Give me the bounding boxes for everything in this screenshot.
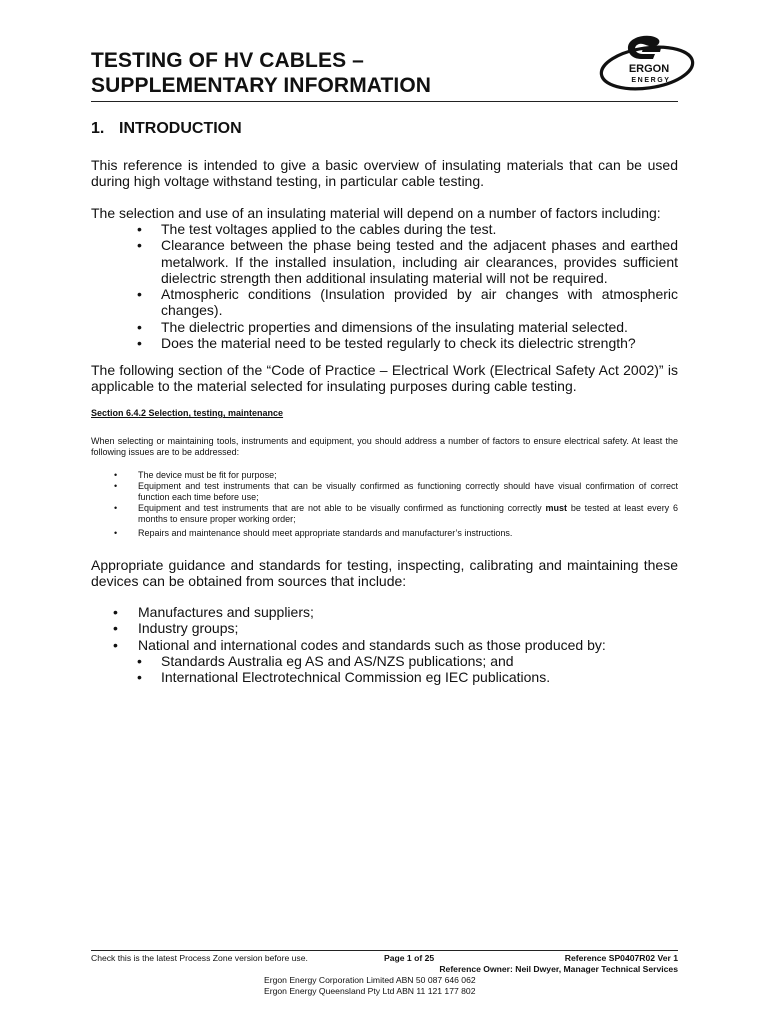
corporation-line-2: Ergon Energy Queensland Pty Ltd ABN 11 121 177 802	[264, 986, 476, 996]
bullet-icon: •	[137, 335, 142, 352]
title-line-1: TESTING OF HV CABLES –	[91, 49, 364, 72]
bullet-icon: •	[114, 481, 118, 491]
factors-intro: The selection and use of an insulating material will depend on a number of factors including:	[91, 205, 661, 221]
guidance-paragraph: Appropriate guidance and standards for testing, inspecting, calibrating and maintaining these devices can be obtained from sources that include:	[91, 557, 678, 590]
section-heading	[91, 120, 242, 138]
list-item: • International Electrotechnical Commission eg IEC publications.	[137, 669, 551, 686]
title-line-2: SUPPLEMENTARY INFORMATION	[91, 74, 432, 97]
bullet-icon: •	[137, 221, 142, 237]
page-title	[91, 48, 561, 98]
bullet-icon: •	[114, 528, 118, 538]
excerpt-heading: Section 6.4.2 Selection, testing, maintenance	[91, 408, 284, 418]
excerpt-paragraph: When selecting or maintaining tools, instruments and equipment, you should address a number of factors to ensure electrical safety. At least the following issues are to be addressed:	[91, 436, 678, 457]
list-item: • Repairs and maintenance should meet appropriate standards and manufacturer’s instructions.	[114, 528, 513, 538]
page-number: Page 1 of 25	[384, 953, 435, 963]
list-item: • National and international codes and standards such as those produced by:	[113, 636, 606, 653]
list-item: • Atmospheric conditions (Insulation provided by air changes with atmospheric changes).	[137, 286, 678, 319]
sources-list	[91, 604, 678, 685]
corporation-line-1: Ergon Energy Corporation Limited ABN 50 087 646 062	[264, 975, 476, 985]
bullet-icon: •	[137, 669, 142, 686]
list-item: • The test voltages applied to the cables during the test.	[137, 221, 497, 237]
list-item: • Does the material need to be tested regularly to check its dielectric strength?	[137, 335, 636, 352]
bullet-icon: •	[137, 286, 142, 303]
bullet-icon: •	[137, 318, 142, 335]
bullet-icon: •	[137, 237, 142, 254]
bullet-icon: •	[137, 652, 142, 669]
section-title: INTRODUCTION	[119, 120, 242, 137]
section-number: 1.	[91, 120, 105, 137]
list-item: • The dielectric properties and dimensions of the insulating material selected.	[137, 318, 628, 335]
ergon-energy-logo	[597, 32, 697, 98]
factors-list	[91, 221, 678, 351]
code-paragraph: The following section of the “Code of Practice – Electrical Work (Electrical Safety Act 2002)” is applicable to the material selected for insulating purposes during cable testing.	[91, 362, 678, 395]
list-item: • Equipment and test instruments that are not able to be visually confirmed as functioning correctly must be tested at least every 6 months to ensure proper working order;	[114, 503, 679, 524]
excerpt-list	[91, 470, 678, 539]
list-item: • Standards Australia eg AS and AS/NZS publications; and	[137, 652, 514, 669]
document-reference: Reference SP0407R02 Ver 1	[564, 953, 678, 963]
header-rule	[91, 101, 678, 102]
bullet-icon: •	[114, 470, 118, 480]
bullet-icon: •	[113, 620, 118, 637]
list-item: • The device must be fit for purpose;	[114, 470, 277, 480]
list-item: • Equipment and test instruments that can be visually confirmed as functioning correctly should have visual confirmation of correct function each time before use;	[114, 481, 678, 502]
bullet-icon: •	[113, 604, 118, 620]
bullet-icon: •	[114, 503, 118, 513]
intro-paragraph: This reference is intended to give a basic overview of insulating materials that can be used during high voltage withstand testing, in particular cable testing.	[91, 157, 678, 190]
logo-text-energy: ENERGY	[631, 77, 671, 84]
footer-check-text: Check this is the latest Process Zone version before use.	[91, 953, 308, 963]
list-item: • Manufactures and suppliers;	[113, 604, 314, 620]
reference-owner: Reference Owner: Neil Dwyer, Manager Technical Services	[439, 964, 678, 974]
document-page	[91, 0, 678, 1024]
list-item: • Clearance between the phase being tested and the adjacent phases and earthed metalwork. If the installed insulation, including air clearances, provides sufficient dielectric strength then additional insulating material will not be required.	[137, 237, 678, 286]
list-item: • Industry groups;	[113, 620, 239, 637]
footer-rule	[91, 950, 678, 951]
logo-text-ergon: ERGON	[628, 63, 670, 75]
bullet-icon: •	[113, 636, 118, 653]
